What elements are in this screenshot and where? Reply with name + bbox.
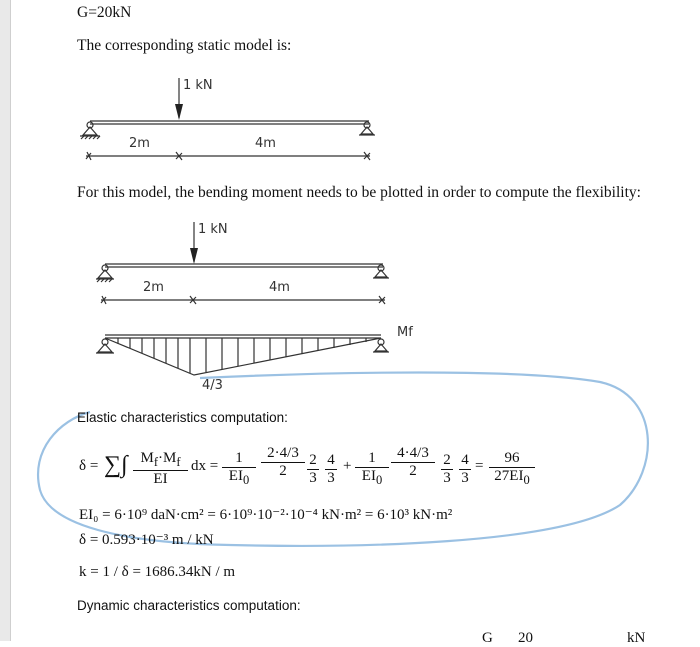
plus-sign: +	[343, 458, 352, 474]
term1-coefficient: $\frac{1}{EI_0}$	[222, 450, 256, 488]
equals-sign: =	[475, 458, 484, 474]
term2-coef-a: $\frac{2}{3}$	[441, 452, 453, 487]
dynamic-heading: Dynamic characteristics computation:	[77, 598, 301, 613]
ei-line: EI₀ = 6·10⁹ daN·cm² = 6·10⁹·10⁻²·10⁻⁴ kN·m² = 6·10³ kN·m²	[79, 507, 453, 523]
term2-coef-b: $\frac{4}{3}$	[459, 452, 471, 487]
span-left-label-1: 2m	[129, 136, 150, 151]
k-value: k = 1 / δ = 1686.34kN / m	[79, 564, 236, 580]
term2-fraction: $\frac{4\cdot 4/3}{2}$	[391, 445, 435, 480]
elastic-heading: Elastic characteristics computation:	[77, 410, 288, 425]
integrand-fraction: $\frac{M_f\cdot M_f}{EI}$	[133, 450, 188, 488]
delta-result-fraction: $\frac{96}{27EI_0}$	[489, 450, 535, 488]
static-model-intro: The corresponding static model is:	[77, 37, 292, 54]
partial-kn: kN	[627, 630, 646, 646]
span-right-label-1: 4m	[255, 136, 276, 151]
load-label-1: 1 kN	[183, 78, 213, 93]
g-value-text: G=20kN	[77, 4, 132, 21]
term1-fraction: $\frac{2\cdot 4/3}{2}$	[261, 445, 305, 480]
moment-value: 4/3	[202, 378, 223, 393]
load-label-2: 1 kN	[198, 222, 228, 237]
span-right-label-2: 4m	[269, 280, 290, 295]
term1-coef-a: $\frac{2}{3}$	[307, 452, 319, 487]
term1-coef-b: $\frac{4}{3}$	[325, 452, 337, 487]
moment-label: Mf	[397, 325, 413, 340]
term2-coefficient: $\frac{1}{EI_0}$	[355, 450, 389, 488]
partial-g: G	[482, 630, 493, 646]
dx-symbol: dx =	[191, 458, 219, 474]
delta-lhs: δ =	[79, 458, 99, 474]
span-left-label-2: 2m	[143, 280, 164, 295]
bending-intro: For this model, the bending moment needs to be plotted in order to compute the flexibility:	[77, 184, 641, 201]
partial-20: 20	[518, 630, 533, 646]
sum-integral-sign: ∑∫	[104, 452, 128, 478]
delta-value: δ = 0.593·10⁻³ m / kN	[79, 532, 214, 548]
